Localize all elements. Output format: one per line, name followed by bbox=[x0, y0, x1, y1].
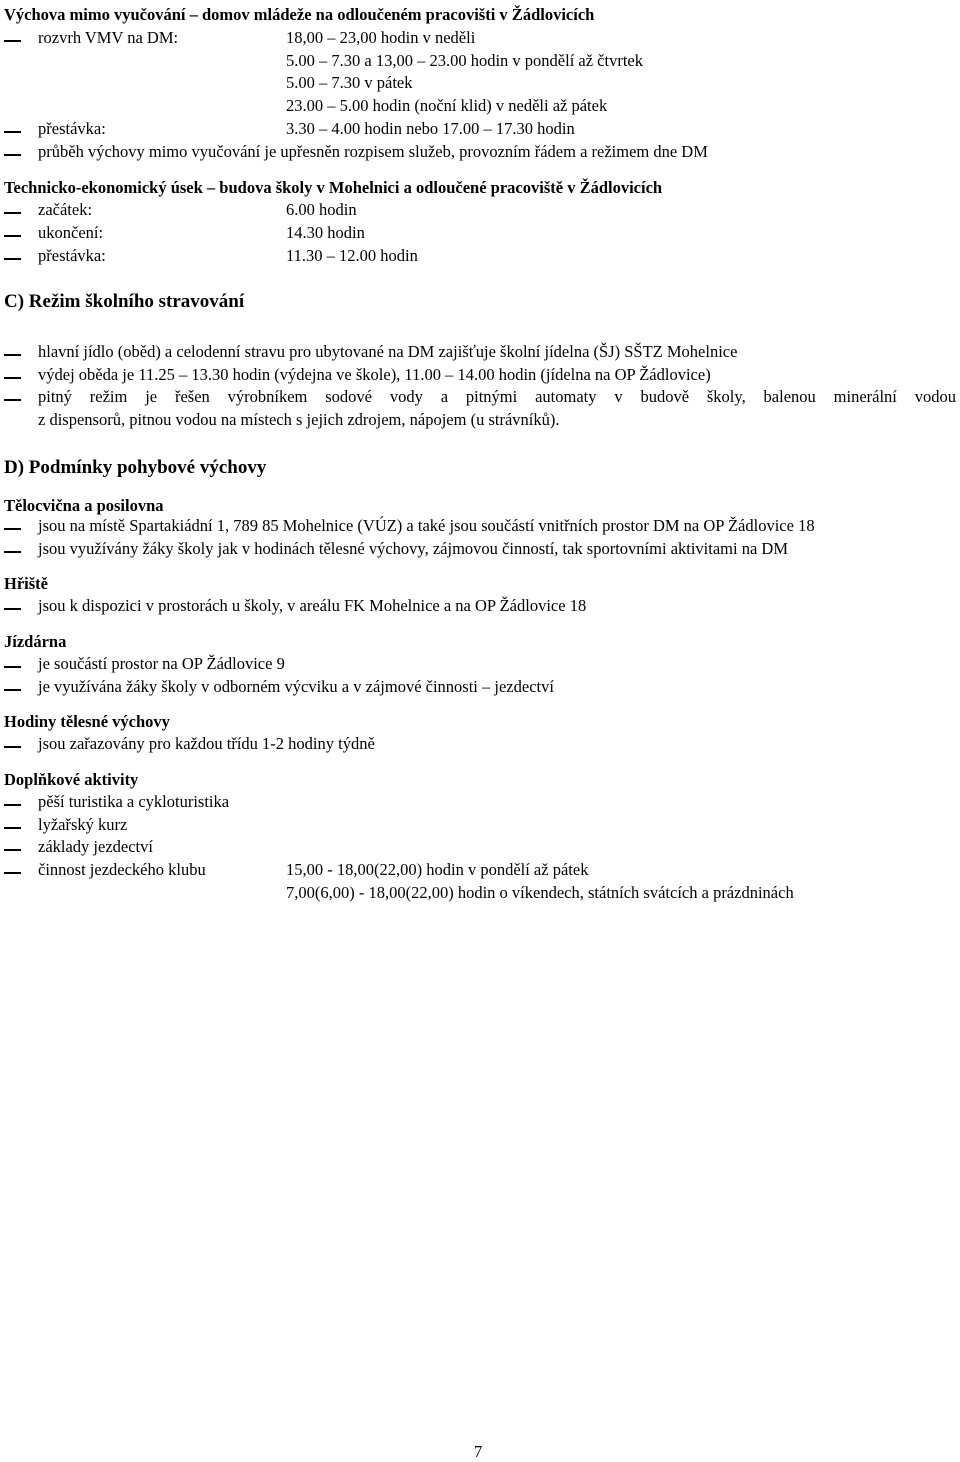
bullet-dash bbox=[4, 354, 21, 356]
bullet-dash bbox=[4, 212, 21, 214]
vmv-heading: Výchova mimo vyučování – domov mládeže na odloučeném pracovišti v Žádlovicích bbox=[4, 5, 595, 24]
prestavka-label: přestávka: bbox=[38, 119, 106, 138]
hriste-item: jsou k dispozici v prostorách u školy, v areálu FK Mohelnice a na OP Žádlovice 18 bbox=[38, 596, 587, 615]
rozvrh-line: 18,00 – 23,00 hodin v neděli bbox=[286, 28, 476, 47]
jizdarna-heading: Jízdárna bbox=[4, 632, 67, 651]
rozvrh-line: 5.00 – 7.30 a 13,00 – 23.00 hodin v pondělí až čtvrtek bbox=[286, 51, 643, 70]
teu-label: začátek: bbox=[38, 200, 93, 219]
klub-label: činnost jezdeckého klubu bbox=[38, 860, 206, 879]
prubeh-text: průběh výchovy mimo vyučování je upřesněn rozpisem služeb, provozním řádem a režimem dne DM bbox=[38, 142, 708, 161]
stravovani-item: výdej oběda je 11.25 – 13.30 hodin (výdejna ve škole), 11.00 – 14.00 hodin (jídelna na OP Žádlovice) bbox=[38, 365, 711, 384]
teu-value: 14.30 hodin bbox=[286, 223, 365, 242]
bullet-dash bbox=[4, 399, 21, 401]
bullet-dash bbox=[4, 872, 21, 874]
bullet-dash bbox=[4, 666, 21, 668]
rozvrh-line: 5.00 – 7.30 v pátek bbox=[286, 73, 413, 92]
hriste-heading: Hřiště bbox=[4, 574, 48, 593]
telocvicna-item: jsou využívány žáky školy jak v hodinách tělesné výchovy, zájmovou činností, tak sportovními aktivitami na DM bbox=[38, 539, 789, 558]
bullet-dash bbox=[4, 827, 21, 829]
doplnkove-item: základy jezdectví bbox=[38, 837, 153, 856]
doplnkove-heading: Doplňkové aktivity bbox=[4, 770, 139, 789]
bullet-dash bbox=[4, 154, 21, 156]
bullet-dash bbox=[4, 40, 21, 42]
teu-label: přestávka: bbox=[38, 246, 106, 265]
klub-time: 7,00(6,00) - 18,00(22,00) hodin o víkendech, státních svátcích a prázdninách bbox=[286, 883, 794, 902]
section-d-title: D) Podmínky pohybové výchovy bbox=[4, 457, 267, 478]
teu-value: 11.30 – 12.00 hodin bbox=[286, 246, 418, 265]
pitny-rezim-line: pitný režim je řešen výrobníkem sodové vody a pitnými automaty v budově školy, balenou minerální vodou bbox=[38, 387, 956, 406]
teu-value: 6.00 hodin bbox=[286, 200, 357, 219]
jizdarna-item: je součástí prostor na OP Žádlovice 9 bbox=[38, 654, 285, 673]
prestavka-value: 3.30 – 4.00 hodin nebo 17.00 – 17.30 hodin bbox=[286, 119, 575, 138]
doplnkove-item: pěší turistika a cykloturistika bbox=[38, 792, 230, 811]
rozvrh-line: 23.00 – 5.00 hodin (noční klid) v neděli až pátek bbox=[286, 96, 608, 115]
page-number: 7 bbox=[474, 1442, 483, 1461]
bullet-dash bbox=[4, 131, 21, 133]
jizdarna-item: je využívána žáky školy v odborném výcviku a v zájmové činnosti – jezdectví bbox=[38, 677, 554, 696]
teu-heading: Technicko-ekonomický úsek – budova školy v Mohelnici a odloučené pracoviště v Žádlovicích bbox=[4, 178, 663, 197]
bullet-dash bbox=[4, 528, 21, 530]
hodiny-item: jsou zařazovány pro každou třídu 1-2 hodiny týdně bbox=[38, 734, 375, 753]
klub-time: 15,00 - 18,00(22,00) hodin v pondělí až pátek bbox=[286, 860, 589, 879]
bullet-dash bbox=[4, 551, 21, 553]
doplnkove-item: lyžařský kurz bbox=[38, 815, 128, 834]
stravovani-item: hlavní jídlo (oběd) a celodenní stravu pro ubytované na DM zajišťuje školní jídelna (ŠJ) SŠTZ Mohelnice bbox=[38, 342, 738, 361]
bullet-dash bbox=[4, 746, 21, 748]
telocvicna-item: jsou na místě Spartakiádní 1, 789 85 Mohelnice (VÚZ) a také jsou součástí vnitřních prostor DM na OP Žádlovice 18 bbox=[38, 516, 815, 535]
rozvrh-label: rozvrh VMV na DM: bbox=[38, 28, 179, 47]
bullet-dash bbox=[4, 849, 21, 851]
section-c-title: C) Režim školního stravování bbox=[4, 291, 245, 312]
bullet-dash bbox=[4, 608, 21, 610]
bullet-dash bbox=[4, 377, 21, 379]
telocvicna-heading: Tělocvična a posilovna bbox=[4, 496, 164, 515]
bullet-dash bbox=[4, 235, 21, 237]
teu-label: ukončení: bbox=[38, 223, 104, 242]
hodiny-heading: Hodiny tělesné výchovy bbox=[4, 712, 170, 731]
pitny-rezim-line: z dispensorů, pitnou vodou na místech s jejich zdrojem, nápojem (u strávníků). bbox=[38, 410, 560, 429]
bullet-dash bbox=[4, 804, 21, 806]
bullet-dash bbox=[4, 258, 21, 260]
bullet-dash bbox=[4, 689, 21, 691]
